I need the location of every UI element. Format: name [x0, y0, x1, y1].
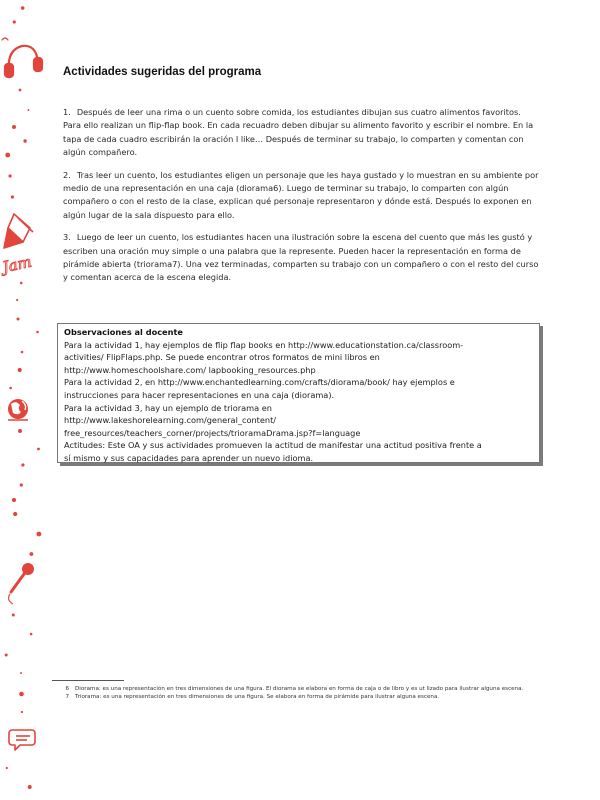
teacher-notes-line: Para la actividad 2, en http://www.enchantedlearning.com/crafts/diorama/book/ hay ejemplos e [64, 377, 455, 388]
activity-number: 2. [63, 169, 71, 180]
teacher-notes-box [57, 323, 540, 463]
margin-dot [37, 532, 42, 537]
margin-dot [11, 195, 14, 198]
microphone-icon [9, 563, 34, 604]
margin-dot [5, 153, 10, 158]
margin-dots [5, 6, 42, 789]
margin-dot [6, 767, 8, 769]
margin-dot [20, 282, 23, 285]
activity-1 [63, 106, 540, 160]
margin-dot [20, 672, 22, 674]
teacher-notes-line: Para la actividad 3, hay un ejemplo de triorama en [64, 402, 272, 413]
footnote-rule [52, 680, 124, 681]
margin-dot [19, 692, 24, 697]
teacher-notes-line: http://www.lakeshorelearning.com/general_content/ [64, 415, 277, 426]
margin-dot [13, 20, 16, 23]
margin-dot [36, 331, 39, 334]
speech-bubbles-icon [9, 730, 35, 750]
margin-dot [21, 6, 25, 10]
footnote-number: 6 [65, 686, 69, 692]
margin-dot [5, 654, 8, 657]
teacher-notes-line: instrucciones para hacer representaciones en una caja (diorama). [64, 389, 335, 400]
margin-dot [12, 125, 16, 129]
footnote-text: Triorama: es una representación en tres dimensiones de una figura. Se elabora en forma de pirámide para ilustrar alguna escena. [75, 694, 440, 701]
margin-dot [23, 139, 26, 142]
margin-dot [9, 387, 12, 390]
headphones-icon [2, 38, 42, 77]
teacher-notes-line: free_resources/teachers_corner/projects/trioramaDrama.jsp?f=language [64, 427, 361, 438]
margin-dot [12, 614, 15, 617]
pencil-icon [4, 214, 33, 248]
activity-3 [63, 231, 540, 285]
margin-dot [30, 633, 33, 636]
main-content [63, 66, 540, 294]
margin-dot [12, 498, 16, 502]
margin-dot [30, 552, 34, 556]
margin-dot [21, 463, 24, 466]
margin-dot [18, 368, 22, 372]
teacher-notes-line: http://www.homeschoolshare.com/ lapbooking_resources.php [64, 364, 316, 375]
globe-icon [8, 399, 28, 420]
jam-scribble: Jam [1, 252, 34, 277]
teacher-notes-title: Observaciones al docente [64, 327, 183, 337]
teacher-notes-line: sí mismo y sus capacidades para aprender un nuevo idioma. [64, 452, 314, 463]
margin-dot [27, 109, 29, 111]
activity-text: Luego de leer un cuento, los estudiantes hacen una ilustración sobre la escena del cuento que más les gustó y escriben una oración muy simple o una palabra que la represente. Pueden hacer la representación en forma de pirámide abierta (triorama7). Una vez terminadas, comparten su trabajo con un compañero o con el resto del curso y comentan acerca de la escena elegida. [63, 232, 539, 283]
teacher-notes-line: Actitudes: Este OA y sus actividades promueven la actitud de manifestar una actitud positiva frente a [64, 440, 482, 451]
margin-dot [19, 89, 22, 92]
page-title: Actividades sugeridas del programa [63, 66, 262, 78]
margin-dot [16, 299, 18, 301]
teacher-notes-line: activities/ FlipFlaps.php. Se puede encontrar otros formatos de mini libros en [64, 352, 380, 363]
footnote-text: Diorama: es una representación en tres dimensiones de una figura. El diorama se elabora en forma de caja o de libro y es ut lizado para ilustrar alguna escena. [75, 686, 524, 692]
margin-dot [17, 318, 20, 321]
margin-dot [21, 711, 23, 713]
activity-text: Después de leer una rima o un cuento sobre comida, los estudiantes dibujan sus cuatro alimentos favoritos. Para ello realizan un flip-flap book. En cada recuadro deben dibujar su alimento favorito y escribir el nombre. En la tapa de cada cuadro escribirán la oración I like… Después de terminar su trabajo, lo comparten y comentan con algún compañero. [63, 107, 534, 158]
activity-number: 1. [63, 107, 71, 117]
margin-dot [13, 512, 17, 516]
margin-dot [9, 174, 12, 177]
margin-dot [28, 785, 32, 789]
teacher-notes-line: Para la actividad 1, hay ejemplos de flip flap books en http://www.educationstation.ca/classroom- [64, 339, 464, 350]
margin-dot [18, 429, 22, 433]
margin-dot [20, 483, 23, 486]
footnote-6 [52, 685, 552, 693]
margin-dot [37, 448, 40, 451]
margin-dot [21, 351, 24, 354]
footnote-7 [52, 693, 552, 701]
footnotes [52, 680, 552, 702]
activity-number: 3. [63, 232, 71, 243]
activity-text: Tras leer un cuento, los estudiantes eligen un personaje que les haya gustado y lo muestran en su ambiente por medio de una representación en una caja (diorama6). Luego de terminar su trabajo, lo comparten con algún compañero o con el resto de la clase, explican qué personaje representaron y dónde está. Después lo exponen en algún lugar de la sala dispuesto para ello. [63, 169, 539, 220]
activity-2 [63, 169, 540, 223]
footnote-number: 7 [65, 694, 69, 701]
decorative-margin [0, 0, 48, 800]
